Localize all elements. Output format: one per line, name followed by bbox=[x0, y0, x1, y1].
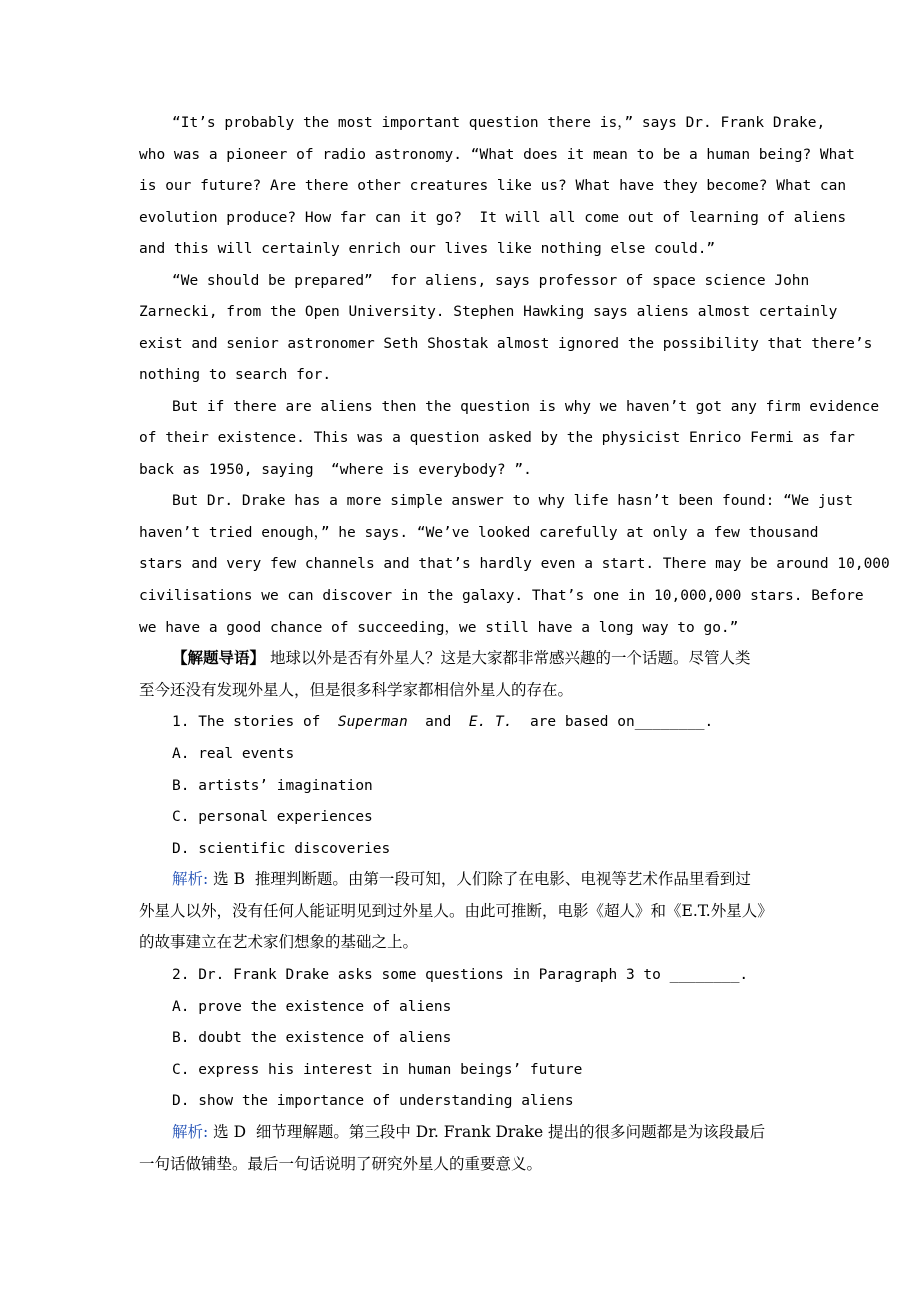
question-text: 1. The stories of bbox=[172, 714, 338, 730]
passage-line: nothing to search for. bbox=[139, 367, 332, 383]
option-d: D. show the importance of understanding aliens bbox=[172, 1093, 574, 1109]
analysis-text: 选 B 推理判断题。由第一段可知，人们除了在电影、电视等艺术作品里看到过 bbox=[208, 870, 751, 888]
guide-label: 【解题导语】 bbox=[172, 648, 266, 667]
option-b: B. artists’ imagination bbox=[172, 778, 373, 794]
question-1 bbox=[172, 712, 852, 732]
analysis-label: 解析: bbox=[172, 870, 209, 888]
question-2: 2. Dr. Frank Drake asks some questions in Paragraph 3 to ________. bbox=[172, 967, 749, 983]
guide-line: 至今还没有发现外星人，但是很多科学家都相信外星人的存在。 bbox=[139, 681, 574, 699]
option-d: D. scientific discoveries bbox=[172, 841, 391, 857]
title-et: E. T. bbox=[468, 714, 513, 730]
option-a: A. prove the existence of aliens bbox=[172, 999, 452, 1015]
passage-line: of their existence. This was a question asked by the physicist Enrico Fermi as far bbox=[139, 430, 855, 446]
guide-text: 地球以外是否有外星人？这是大家都非常感兴趣的一个话题。尽管人类 bbox=[265, 649, 751, 667]
analysis-line bbox=[172, 869, 852, 889]
analysis-text: 选 D 细节理解题。第三段中 Dr. Frank Drake 提出的很多问题都是为该段最后 bbox=[208, 1123, 766, 1141]
passage-line: But if there are aliens then the question is why we haven’t got any firm evidence bbox=[172, 399, 880, 415]
passage-line: evolution produce? How far can it go? It will all come out of learning of aliens bbox=[139, 210, 847, 226]
analysis-line bbox=[172, 1122, 852, 1142]
analysis-line: 一句话做铺垫。最后一句话说明了研究外星人的重要意义。 bbox=[139, 1155, 543, 1173]
passage-line: exist and senior astronomer Seth Shostak almost ignored the possibility that there’s bbox=[139, 336, 873, 352]
passage-line: who was a pioneer of radio astronomy. “What does it mean to be a human being? What bbox=[139, 147, 855, 163]
analysis-line: 的故事建立在艺术家们想象的基础之上。 bbox=[139, 933, 419, 951]
passage-line: civilisations we can discover in the galaxy. That’s one in 10,000,000 stars. Before bbox=[139, 588, 864, 604]
analysis-label: 解析: bbox=[172, 1123, 209, 1141]
passage-line: But Dr. Drake has a more simple answer to why life hasn’t been found: “We just bbox=[172, 493, 853, 509]
passage-line: “We should be prepared” for aliens, says professor of space science John bbox=[172, 273, 810, 289]
option-a: A. real events bbox=[172, 746, 295, 762]
guide-line bbox=[172, 648, 852, 668]
passage-line: back as 1950, saying “where is everybody? ”. bbox=[139, 462, 532, 478]
title-superman: Superman bbox=[337, 714, 408, 730]
option-c: C. express his interest in human beings’ future bbox=[172, 1062, 583, 1078]
passage-line: haven’t tried enough，” he says. “We’ve looked carefully at only a few thousand bbox=[139, 525, 819, 541]
passage-line: stars and very few channels and that’s hardly even a start. There may be around 10,000 bbox=[139, 556, 890, 572]
passage-line: “It’s probably the most important question there is，” says Dr. Frank Drake, bbox=[172, 115, 826, 131]
option-b: B. doubt the existence of aliens bbox=[172, 1030, 452, 1046]
question-text: and bbox=[407, 714, 469, 730]
passage-line: we have a good chance of succeeding，we still have a long way to go.” bbox=[139, 620, 739, 636]
analysis-line: 外星人以外，没有任何人能证明见到过外星人。由此可推断，电影《超人》和《E.T.外星人》 bbox=[139, 902, 773, 920]
passage-line: Zarnecki, from the Open University. Stephen Hawking says aliens almost certainly bbox=[139, 304, 838, 320]
option-c: C. personal experiences bbox=[172, 809, 373, 825]
question-text: are based on________. bbox=[512, 714, 714, 730]
passage-line: and this will certainly enrich our lives like nothing else could.” bbox=[139, 241, 716, 257]
passage-line: is our future? Are there other creatures like us? What have they become? What can bbox=[139, 178, 847, 194]
